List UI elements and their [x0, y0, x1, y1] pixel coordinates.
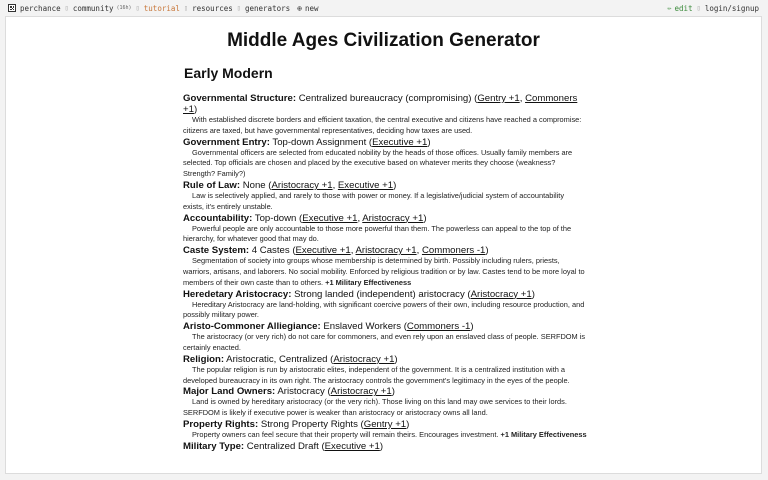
effect-link[interactable]: Gentry +1 — [363, 418, 407, 430]
separator-icon: ▯ — [236, 4, 241, 12]
effect-link[interactable]: Aristocracy +1 — [362, 212, 424, 224]
entry — [183, 419, 587, 441]
entry-label: Caste System: — [183, 245, 250, 257]
entry-label: Religion: — [183, 353, 225, 365]
effect-link[interactable]: Commoners -1 — [421, 245, 486, 257]
effect-link[interactable]: Aristocracy +1 — [470, 288, 532, 300]
effect-link[interactable]: Aristocracy +1 — [333, 353, 395, 365]
entry-heading: Military Type: Centralized Draft (Executive +1) — [183, 440, 384, 452]
entry — [183, 245, 587, 288]
nav-community[interactable]: community (16h) — [72, 3, 132, 13]
nav-resources[interactable]: resources — [192, 3, 233, 13]
entry-heading: Religion: Aristocratic, Centralized (Aristocracy +1) — [183, 353, 398, 365]
effect-link[interactable]: Commoners +1 — [183, 93, 578, 115]
entry-description: Governmental officers are selected from educated nobility by the heads of those offices. Usually family members are selected. Top officials are chosen and placed by the executive based on whatever merits they choose (weakness? Strength? Family?) — [183, 147, 573, 179]
entry — [183, 354, 587, 387]
dice-icon — [8, 4, 16, 12]
effect-link[interactable]: Executive +1 — [337, 179, 394, 191]
entry-label: Major Land Owners: — [183, 386, 276, 398]
entry — [183, 93, 587, 137]
entry-description: Segmentation of society into groups whose membership is determined by birth. Possibly including rulers, priests, warriors, artisans, and laborers. No social mobility. Enforced by religious tradition or by law. Castes tend to be more loyal to members of their own caste than to others. +1 Military Effectiveness — [183, 256, 585, 287]
generator-frame — [5, 16, 762, 474]
entry-description: The aristocracy (or very rich) do not care for commoners, and even rely upon an enslaved class of people. SERFDOM is certainly enacted. — [183, 332, 586, 352]
entry-heading: Aristo-Commoner Alliegiance: Enslaved Workers (Commoners -1) — [183, 321, 474, 333]
entry-heading: Accountability: Top-down (Executive +1, Aristocracy +1) — [183, 212, 427, 224]
entry-description: Hereditary Aristocracy are land-holding, with significant coercive powers of their own, including resource production, and possibly military power. — [183, 299, 585, 320]
effect-link[interactable]: Executive +1 — [324, 440, 380, 452]
effect-link[interactable]: Executive +1 — [302, 212, 358, 224]
entry — [183, 386, 587, 419]
entry-heading: Government Entry: Top-down Assignment (Executive +1) — [183, 136, 431, 148]
entry-label: Heredetary Aristocracy: — [183, 288, 292, 300]
community-badge: (16h) — [116, 5, 132, 11]
nav-new[interactable]: ⊕ new — [297, 3, 319, 13]
entry-label: Accountability: — [183, 212, 253, 224]
bonus-text: +1 Military Effectiveness — [500, 429, 587, 439]
entry — [183, 180, 587, 213]
separator-icon: ▯ — [183, 4, 189, 12]
effect-link[interactable]: Aristocracy +1 — [330, 386, 392, 398]
entry — [183, 289, 587, 322]
entry-heading: Property Rights: Strong Property Rights (Gentry +1) — [183, 418, 410, 430]
entry-label: Military Type: — [183, 440, 245, 452]
entry-description: Property owners can feel secure that their property will remain theirs. Encourages investment. +1 Military Effectiveness — [192, 429, 587, 439]
effect-link[interactable]: Executive +1 — [372, 136, 428, 148]
entry-heading: Heredetary Aristocracy: Strong landed (independent) aristocracy (Aristocracy +1) — [183, 288, 535, 300]
nav-login-signup[interactable]: login/signup — [704, 3, 759, 13]
top-nav-bar — [0, 0, 768, 16]
entry-label: Property Rights: — [183, 418, 259, 430]
nav-edit[interactable]: ✏ edit — [667, 3, 693, 13]
nav-generators[interactable]: generators — [244, 3, 291, 13]
page-title: Middle Ages Civilization Generator — [227, 30, 540, 51]
entries-list — [183, 93, 587, 452]
nav-tutorial[interactable]: tutorial — [143, 3, 180, 13]
effect-link[interactable]: Aristocracy +1 — [271, 179, 333, 191]
entry-description: The popular religion is run by aristocratic elites, independent of the government. It is a centralized institution with a developed bureaucracy in its own right. The aristocracy controls the government's legitimacy in the eyes of the people. — [183, 364, 570, 385]
entry-label: Government Entry: — [183, 136, 270, 148]
generator-output — [183, 65, 587, 452]
entry-description: With established discrete borders and efficient taxation, the central executive and citizens have reached a compromise: citizens are taxed, but have governmental representatives, deciding how taxes are used. — [183, 115, 582, 135]
effect-link[interactable]: Executive +1 — [295, 245, 351, 257]
nav-perchance[interactable]: perchance — [8, 4, 61, 13]
entry — [183, 213, 587, 246]
entry-heading: Caste System: 4 Castes (Executive +1, Aristocracy +1, Commoners -1) — [183, 245, 489, 257]
entry-label: Rule of Law: — [183, 179, 241, 191]
plus-circle-icon: ⊕ — [297, 3, 302, 13]
separator-icon: ▯ — [696, 4, 701, 12]
effect-link[interactable]: Commoners -1 — [406, 321, 471, 333]
effect-link[interactable]: Gentry +1 — [477, 93, 520, 104]
entry — [183, 441, 587, 452]
entry-description: Powerful people are only accountable to those more powerful than them. The powerless can appeal to the top of the hierarchy, for whatever good that may do. — [183, 223, 572, 244]
entry-heading: Rule of Law: None (Aristocracy +1, Executive +1) — [183, 179, 397, 191]
pencil-icon: ✏ — [667, 4, 672, 12]
entry-heading: Governmental Structure: Centralized bureaucracy (compromising) (Gentry +1, Commoners +1) — [183, 93, 578, 115]
era-heading: Early Modern — [184, 65, 273, 81]
entry-description: Land is owned by hereditary aristocracy (or the very rich). Those living on this land may owe services to their lords. SERFDOM is likely if executive power is weaker than aristocracy or aristocracy owns all land. — [183, 397, 567, 418]
entry — [183, 321, 587, 354]
top-nav-left — [8, 2, 319, 14]
entry-label: Aristo-Commoner Alliegiance: — [183, 321, 321, 333]
top-nav-right — [667, 2, 759, 14]
effect-link[interactable]: Aristocracy +1 — [355, 245, 417, 257]
entry-label: Governmental Structure: — [183, 93, 297, 104]
entry-heading: Major Land Owners: Aristocracy (Aristocracy +1) — [183, 386, 395, 398]
separator-icon: ▯ — [135, 4, 140, 12]
separator-icon: ▯ — [64, 4, 69, 12]
bonus-text: +1 Military Effectiveness — [325, 277, 412, 287]
entry-description: Law is selectively applied, and rarely to those with power or money. If a legislative/judicial system of accountability exists, it's entirely unstable. — [183, 190, 565, 211]
entry — [183, 137, 587, 180]
